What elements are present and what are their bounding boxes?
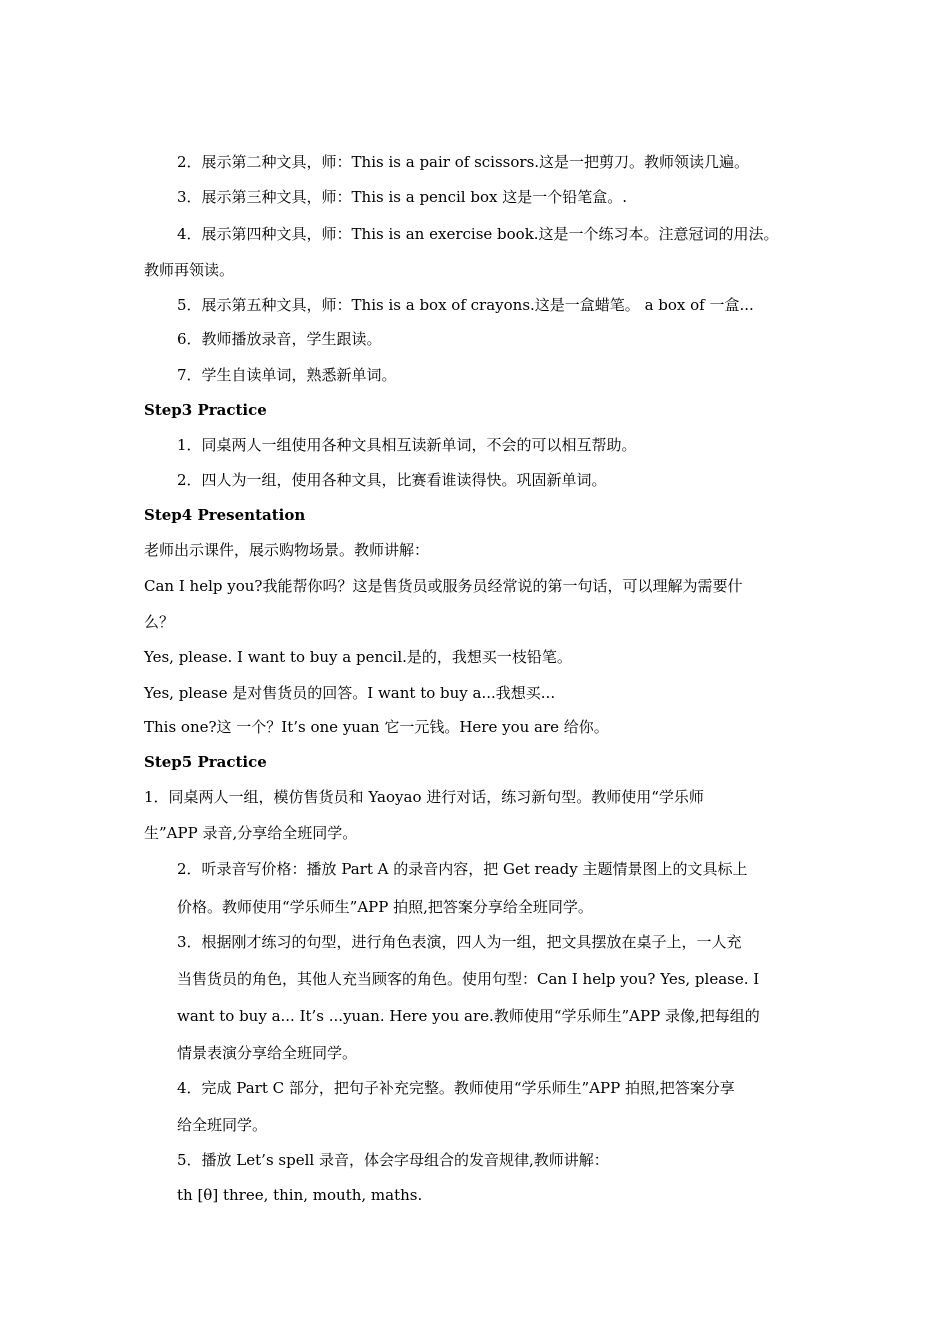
step5-item-5-line-2: th [θ] three, thin, mouth, maths.	[177, 1186, 423, 1204]
step5-item-3-line-3: want to buy a... It’s ...yuan. Here you are.教师使用“学乐师生”APP 录像,把每组的	[177, 1007, 760, 1025]
step5-item-3-line-2: 当售货员的角色，其他人充当顾客的角色。使用句型：Can I help you? Yes, please. I	[177, 970, 760, 988]
step3-item-2: 2．四人为一组，使用各种文具，比赛看谁读得快。巩固新单词。	[177, 471, 607, 489]
step4-line-2: Can I help you?我能帮你吗？这是售货员或服务员经常说的第一句话，可以理解为需要什	[144, 577, 743, 595]
step2-item-4: 4．展示第四种文具，师：This is an exercise book.这是一个练习本。注意冠词的用法。	[177, 225, 779, 243]
step5-item-2-line-1: 2．听录音写价格：播放 Part A 的录音内容，把 Get ready 主题情景图上的文具标上	[177, 860, 748, 878]
step2-item-7: 7．学生自读单词，熟悉新单词。	[177, 366, 397, 384]
step4-line-3: 么？	[144, 613, 175, 631]
step3-heading: Step3 Practice	[144, 401, 267, 419]
step5-item-3-line-1: 3．根据刚才练习的句型，进行角色表演，四人为一组，把文具摆放在桌子上，一人充	[177, 933, 742, 951]
step5-item-1-line-1: 1．同桌两人一组，模仿售货员和 Yaoyao 进行对话，练习新句型。教师使用“学乐师	[144, 788, 704, 806]
step5-item-1-line-2: 生”APP 录音,分享给全班同学。	[144, 824, 358, 842]
step5-item-3-line-4: 情景表演分享给全班同学。	[177, 1044, 358, 1062]
step2-item-2: 2．展示第二种文具，师：This is a pair of scissors.这是一把剪刀。教师领读几遍。	[177, 153, 750, 171]
step2-item-6: 6．教师播放录音，学生跟读。	[177, 330, 382, 348]
step3-item-1: 1．同桌两人一组使用各种文具相互读新单词，不会的可以相互帮助。	[177, 436, 637, 454]
step2-item-5: 5．展示第五种文具，师：This is a box of crayons.这是一盒蜡笔。 a box of 一盒...	[177, 296, 754, 314]
step5-heading: Step5 Practice	[144, 753, 267, 771]
step5-item-5-line-1: 5．播放 Let’s spell 录音，体会字母组合的发音规律,教师讲解：	[177, 1151, 609, 1169]
step5-item-4-line-1: 4．完成 Part C 部分，把句子补充完整。教师使用“学乐师生”APP 拍照,把答案分享	[177, 1079, 735, 1097]
step4-heading: Step4 Presentation	[144, 506, 306, 524]
step2-item-4-cont: 教师再领读。	[144, 261, 235, 279]
step4-line-6: This one?这 一个？It’s one yuan 它一元钱。Here you are 给你。	[144, 718, 609, 736]
step4-line-4: Yes, please. I want to buy a pencil.是的，我想买一枝铅笔。	[144, 648, 572, 666]
step5-item-2-line-2: 价格。教师使用“学乐师生”APP 拍照,把答案分享给全班同学。	[177, 898, 593, 916]
step5-item-4-line-2: 给全班同学。	[177, 1116, 268, 1134]
step4-line-5: Yes, please 是对售货员的回答。I want to buy a...我想买...	[144, 684, 556, 702]
step2-item-3: 3．展示第三种文具，师：This is a pencil box 这是一个铅笔盒。.	[177, 188, 627, 206]
step4-line-1: 老师出示课件，展示购物场景。教师讲解：	[144, 541, 430, 559]
